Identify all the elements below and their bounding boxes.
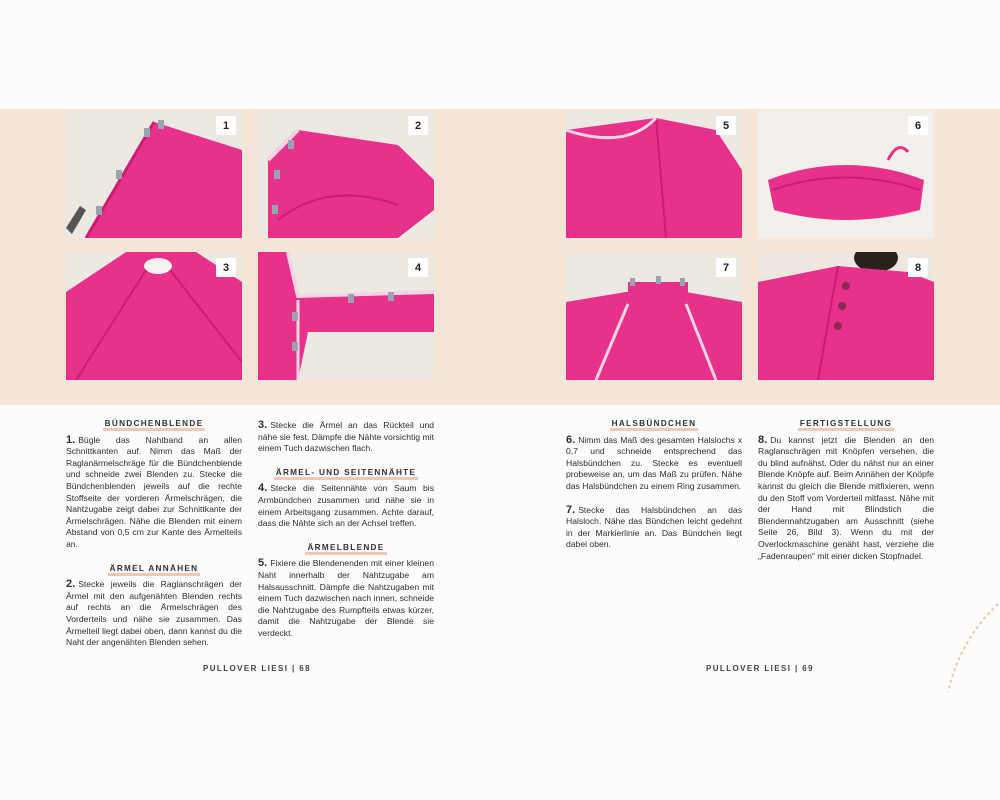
step-7: 7. Stecke das Halsbündchen an das Halsloch. Nähe das Bündchen leicht gedehnt in der Markierlinie an. Das Bündchen liegt dabei oben. — [566, 503, 742, 550]
step-photo-7 — [566, 252, 742, 380]
right-column-1 — [566, 418, 742, 563]
photo-7-number: 7 — [716, 258, 736, 277]
step-photo-5 — [566, 110, 742, 238]
photo-6-number: 6 — [908, 116, 928, 135]
step-3: 3. Stecke die Ärmel an das Rückteil und nähe sie fest. Dämpfe die Nähte vorsichtig mit einem Tuch dazwischen flach. — [258, 419, 434, 454]
stitch-decoration — [940, 600, 1000, 695]
section-heading: BÜNDCHENBLENDE — [66, 418, 242, 430]
page-footer-69: PULLOVER LIESI | 69 — [706, 664, 814, 673]
section-heading: ÄRMEL- UND SEITENNÄHTE — [258, 467, 434, 479]
step-photo-1 — [66, 110, 242, 238]
step-photo-4 — [258, 252, 434, 380]
photo-3-number: 3 — [216, 258, 236, 277]
page-footer-68: PULLOVER LIESI | 68 — [203, 664, 311, 673]
step-8: 8. Du kannst jetzt die Blenden an den Raglanschrägen mit Knöpfen versehen, die du blind aufnähst. Oder du nähst nur an einer Blende Knöpfe auf. Beim Annähen der Knöpfe kannst du gleich die Blende mitfixieren, wenn du den Stoff vom Vorderteil mitfasst. Nähe mit der Hand mit Blindstich die Blendennahtzugaben am Ausschnitt (siehe Seite 26, Bild 3). Wenn du mit der Overlockmaschine genäht hast, verziehe die „Fadenraupen“ mit einer dicken Stopfnadel. — [758, 433, 934, 561]
section-heading: HALSBÜNDCHEN — [566, 418, 742, 430]
right-column-2 — [758, 418, 934, 574]
step-5: 5. Fixiere die Blendenenden mit einer kleinen Naht innerhalb der Nahtzugabe am Halsausschnitt. Dämpfe die Nahtzugaben mit einem Tuch dazwischen nach innen, schneide die Nahtzugabe des Rumpfteils etwas kürzer, damit die Nahtzugabe der Blende sie verdeckt. — [258, 557, 434, 638]
step-photo-6 — [758, 110, 934, 238]
photo-4-number: 4 — [408, 258, 428, 277]
left-column-1 — [66, 418, 242, 661]
section-heading: ÄRMEL ANNÄHEN — [66, 563, 242, 575]
step-2: 2. Stecke jeweils die Raglanschrägen der Ärmel mit den aufgenähten Blenden rechts auf rechts an die Ärmelschrägen des Vorderteils und nähe sie zusammen. Das Ärmelteil liegt dabei oben, dann kannst du die Naht der angenähten Blenden sehen. — [66, 578, 242, 648]
left-column-2 — [258, 420, 434, 652]
step-photo-8 — [758, 252, 934, 380]
step-photo-3 — [66, 252, 242, 380]
photo-8-number: 8 — [908, 258, 928, 277]
step-photo-2 — [258, 110, 434, 238]
step-1: 1. Bügle das Nahtband an allen Schnittkanten auf. Nimm das Maß der Raglanärmelschräge für die Bündchenblende und schneide zwei Blenden zu. Stecke die Bündchenblenden jeweils auf die rechte Stoffseite der vorderen Ärmelschrägen, die Nahtzugabe zeigt dabei zur Schnittkante der Ärmelschrägen. Nähe die Blenden mit einem Abstand von 0,5 cm zur Kante des Ärmelteils an. — [66, 433, 242, 549]
step-6: 6. Nimm das Maß des gesamten Halslochs x 0,7 und schneide entsprechend das Halsbündchen zu. Stecke es eventuell probeweise an, um das Maß zu prüfen. Nähe das Halsbündchen zu einem Ring zusammen. — [566, 433, 742, 491]
section-heading: FERTIGSTELLUNG — [758, 418, 934, 430]
section-heading: ÄRMELBLENDE — [258, 542, 434, 554]
photo-2-number: 2 — [408, 116, 428, 135]
photo-1-number: 1 — [216, 116, 236, 135]
photo-5-number: 5 — [716, 116, 736, 135]
step-4: 4. Stecke die Seitennähte von Saum bis Armbündchen zusammen und nähe sie in einem Arbeitsgang zusammen. Achte darauf, dass die Nähte sich an der Achsel treffen. — [258, 482, 434, 529]
